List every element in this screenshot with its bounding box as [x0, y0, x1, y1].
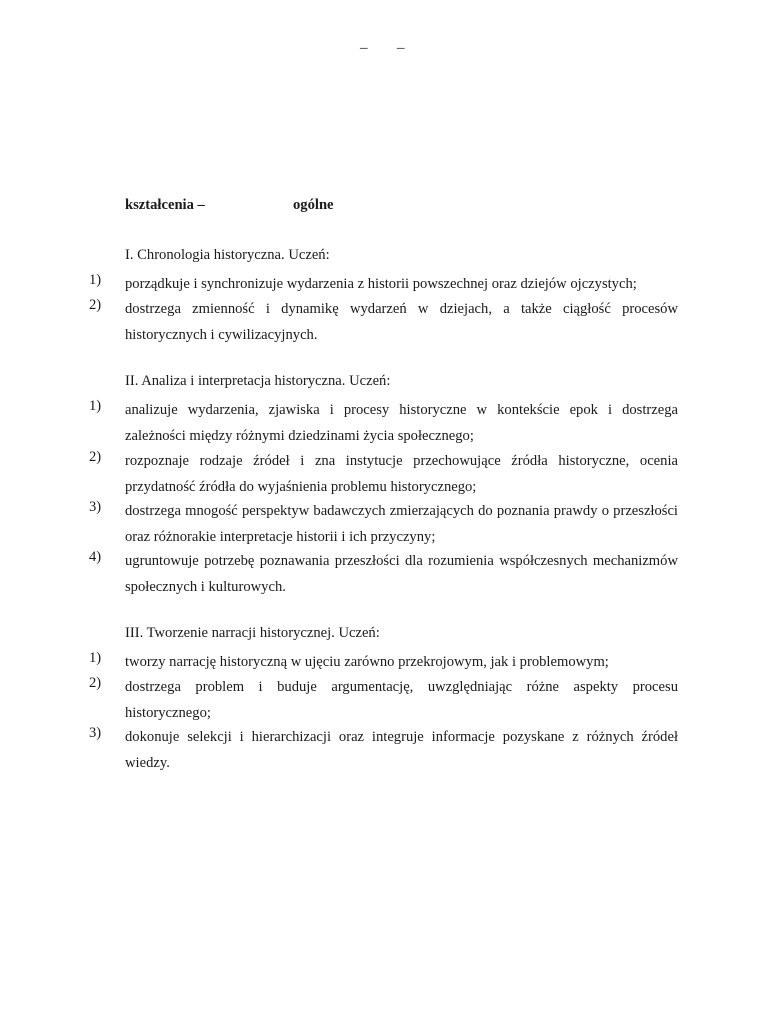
section-title-narracja: III. Tworzenie narracji historycznej. Uczeń:: [125, 625, 380, 641]
heading-part-2: ogólne: [293, 197, 334, 213]
heading-part-1: kształcenia –: [125, 197, 205, 213]
list-item-text: tworzy narrację historyczną w ujęciu zarówno przekrojowym, jak i problemowym;: [125, 654, 609, 670]
list-item-text: analizuje wydarzenia, zjawiska i procesy historyczne w kontekście epok i dostrzega zależności między różnymi dziedzinami życia społecznego;: [125, 402, 678, 444]
page-header: [0, 40, 768, 60]
list-item-text: dokonuje selekcji i hierarchizacji oraz integruje informacje pozyskane z różnych źródeł wiedzy.: [125, 729, 678, 771]
list-item-number: 3): [89, 499, 102, 515]
header-dash-right: –: [397, 40, 405, 56]
list-item-text: dostrzega problem i buduje argumentację, uwzględniając różne aspekty procesu historycznego;: [125, 679, 678, 721]
list-item-number: 3): [89, 725, 102, 741]
list-item-number: 1): [89, 398, 102, 414]
list-item-text: rozpoznaje rodzaje źródeł i zna instytucje przechowujące źródła historyczne, ocenia przydatność źródła do wyjaśnienia problemu historycznego;: [125, 453, 678, 495]
header-dash-left: –: [360, 40, 368, 56]
list-item-text: ugruntowuje potrzebę poznawania przeszłości dla rozumienia współczesnych mechanizmów społecznych i kulturowych.: [125, 553, 678, 595]
section-title-analiza: II. Analiza i interpretacja historyczna. Uczeń:: [125, 373, 391, 389]
list-item-number: 1): [89, 272, 102, 288]
list-item-number: 1): [89, 650, 102, 666]
list-item-number: 4): [89, 549, 102, 565]
list-item-text: dostrzega mnogość perspektyw badawczych zmierzających do poznania prawdy o przeszłości oraz różnorakie interpretacje historii i ich przyczyny;: [125, 503, 678, 545]
list-item-number: 2): [89, 449, 102, 465]
list-item-text: porządkuje i synchronizuje wydarzenia z historii powszechnej oraz dziejów ojczystych;: [125, 276, 637, 292]
section-title-chronologia: I. Chronologia historyczna. Uczeń:: [125, 247, 330, 263]
list-item-text: dostrzega zmienność i dynamikę wydarzeń w dziejach, a także ciągłość procesów historycznych i cywilizacyjnych.: [125, 301, 678, 343]
list-item-number: 2): [89, 675, 102, 691]
list-item-number: 2): [89, 297, 102, 313]
